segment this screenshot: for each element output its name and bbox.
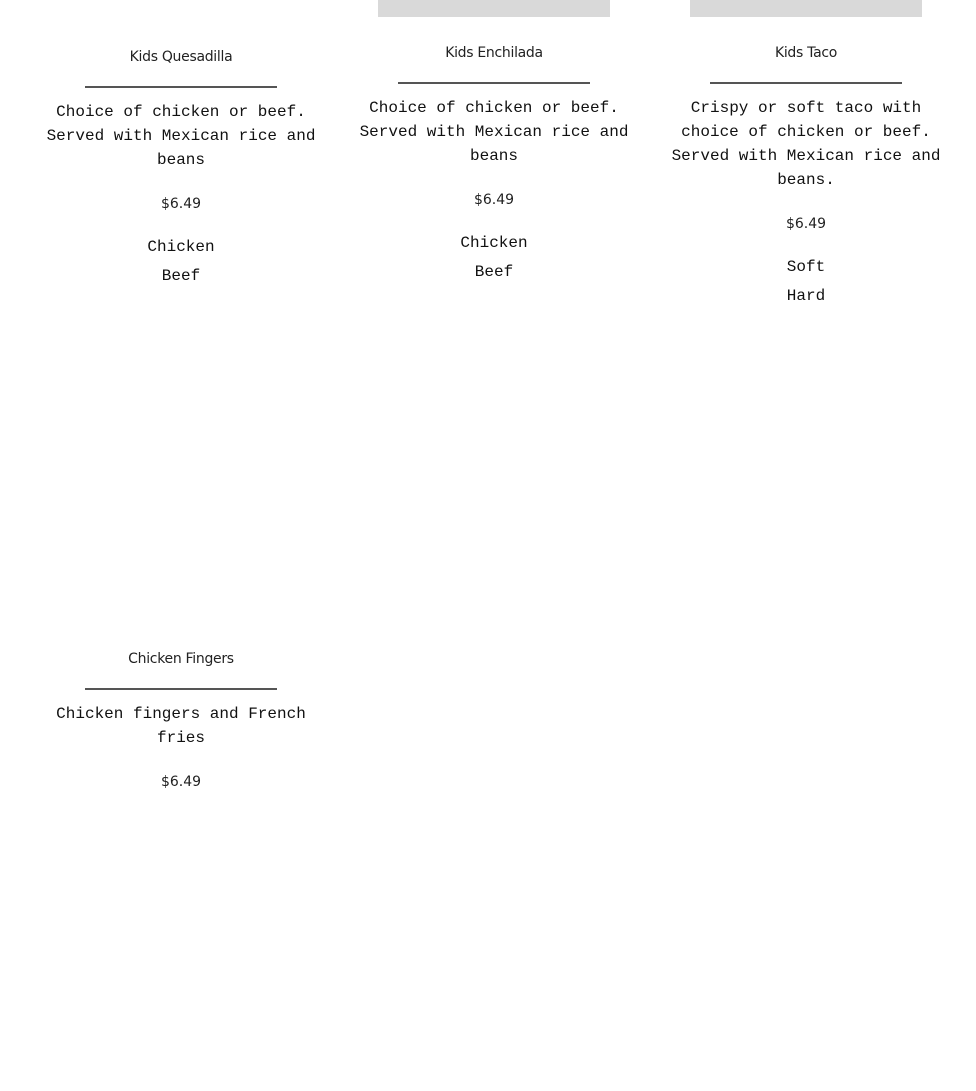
menu-item-price: $6.49 [160, 774, 202, 790]
menu-item-options [45, 233, 317, 291]
menu-item-description: Choice of chicken or beef. Served with Mexican rice and beans [46, 103, 316, 169]
menu-item-options [358, 229, 630, 287]
option-beef[interactable]: Beef [474, 263, 514, 281]
option-chicken[interactable]: Chicken [147, 238, 215, 256]
menu-item-title: Kids Enchilada [445, 45, 543, 61]
menu-item-options [670, 253, 942, 311]
menu-item-kids-quesadilla [45, 48, 317, 291]
menu-item-price: $6.49 [473, 192, 515, 208]
menu-item-description: Choice of chicken or beef. Served with Mexican rice and beans [359, 99, 629, 165]
menu-item-price: $6.49 [785, 216, 827, 232]
menu-item-chicken-fingers [45, 650, 317, 791]
option-hard[interactable]: Hard [786, 287, 826, 305]
title-divider [710, 82, 902, 84]
menu-item-title: Kids Taco [774, 45, 838, 61]
menu-item-kids-taco [670, 44, 942, 311]
menu-item-description: Crispy or soft taco with choice of chicken or beef. Served with Mexican rice and beans. [671, 99, 941, 189]
option-chicken[interactable]: Chicken [460, 234, 528, 252]
menu-item-description: Chicken fingers and French fries [56, 705, 306, 747]
menu-item-title: Chicken Fingers [128, 651, 234, 667]
menu-item-title: Kids Quesadilla [129, 49, 233, 65]
title-divider [398, 82, 590, 84]
option-beef[interactable]: Beef [161, 267, 201, 285]
title-divider [85, 688, 277, 690]
menu-item-kids-enchilada [358, 44, 630, 287]
option-soft[interactable]: Soft [786, 258, 826, 276]
menu-item-price: $6.49 [160, 196, 202, 212]
item-image-placeholder [378, 0, 610, 17]
item-image-placeholder [690, 0, 922, 17]
title-divider [85, 86, 277, 88]
